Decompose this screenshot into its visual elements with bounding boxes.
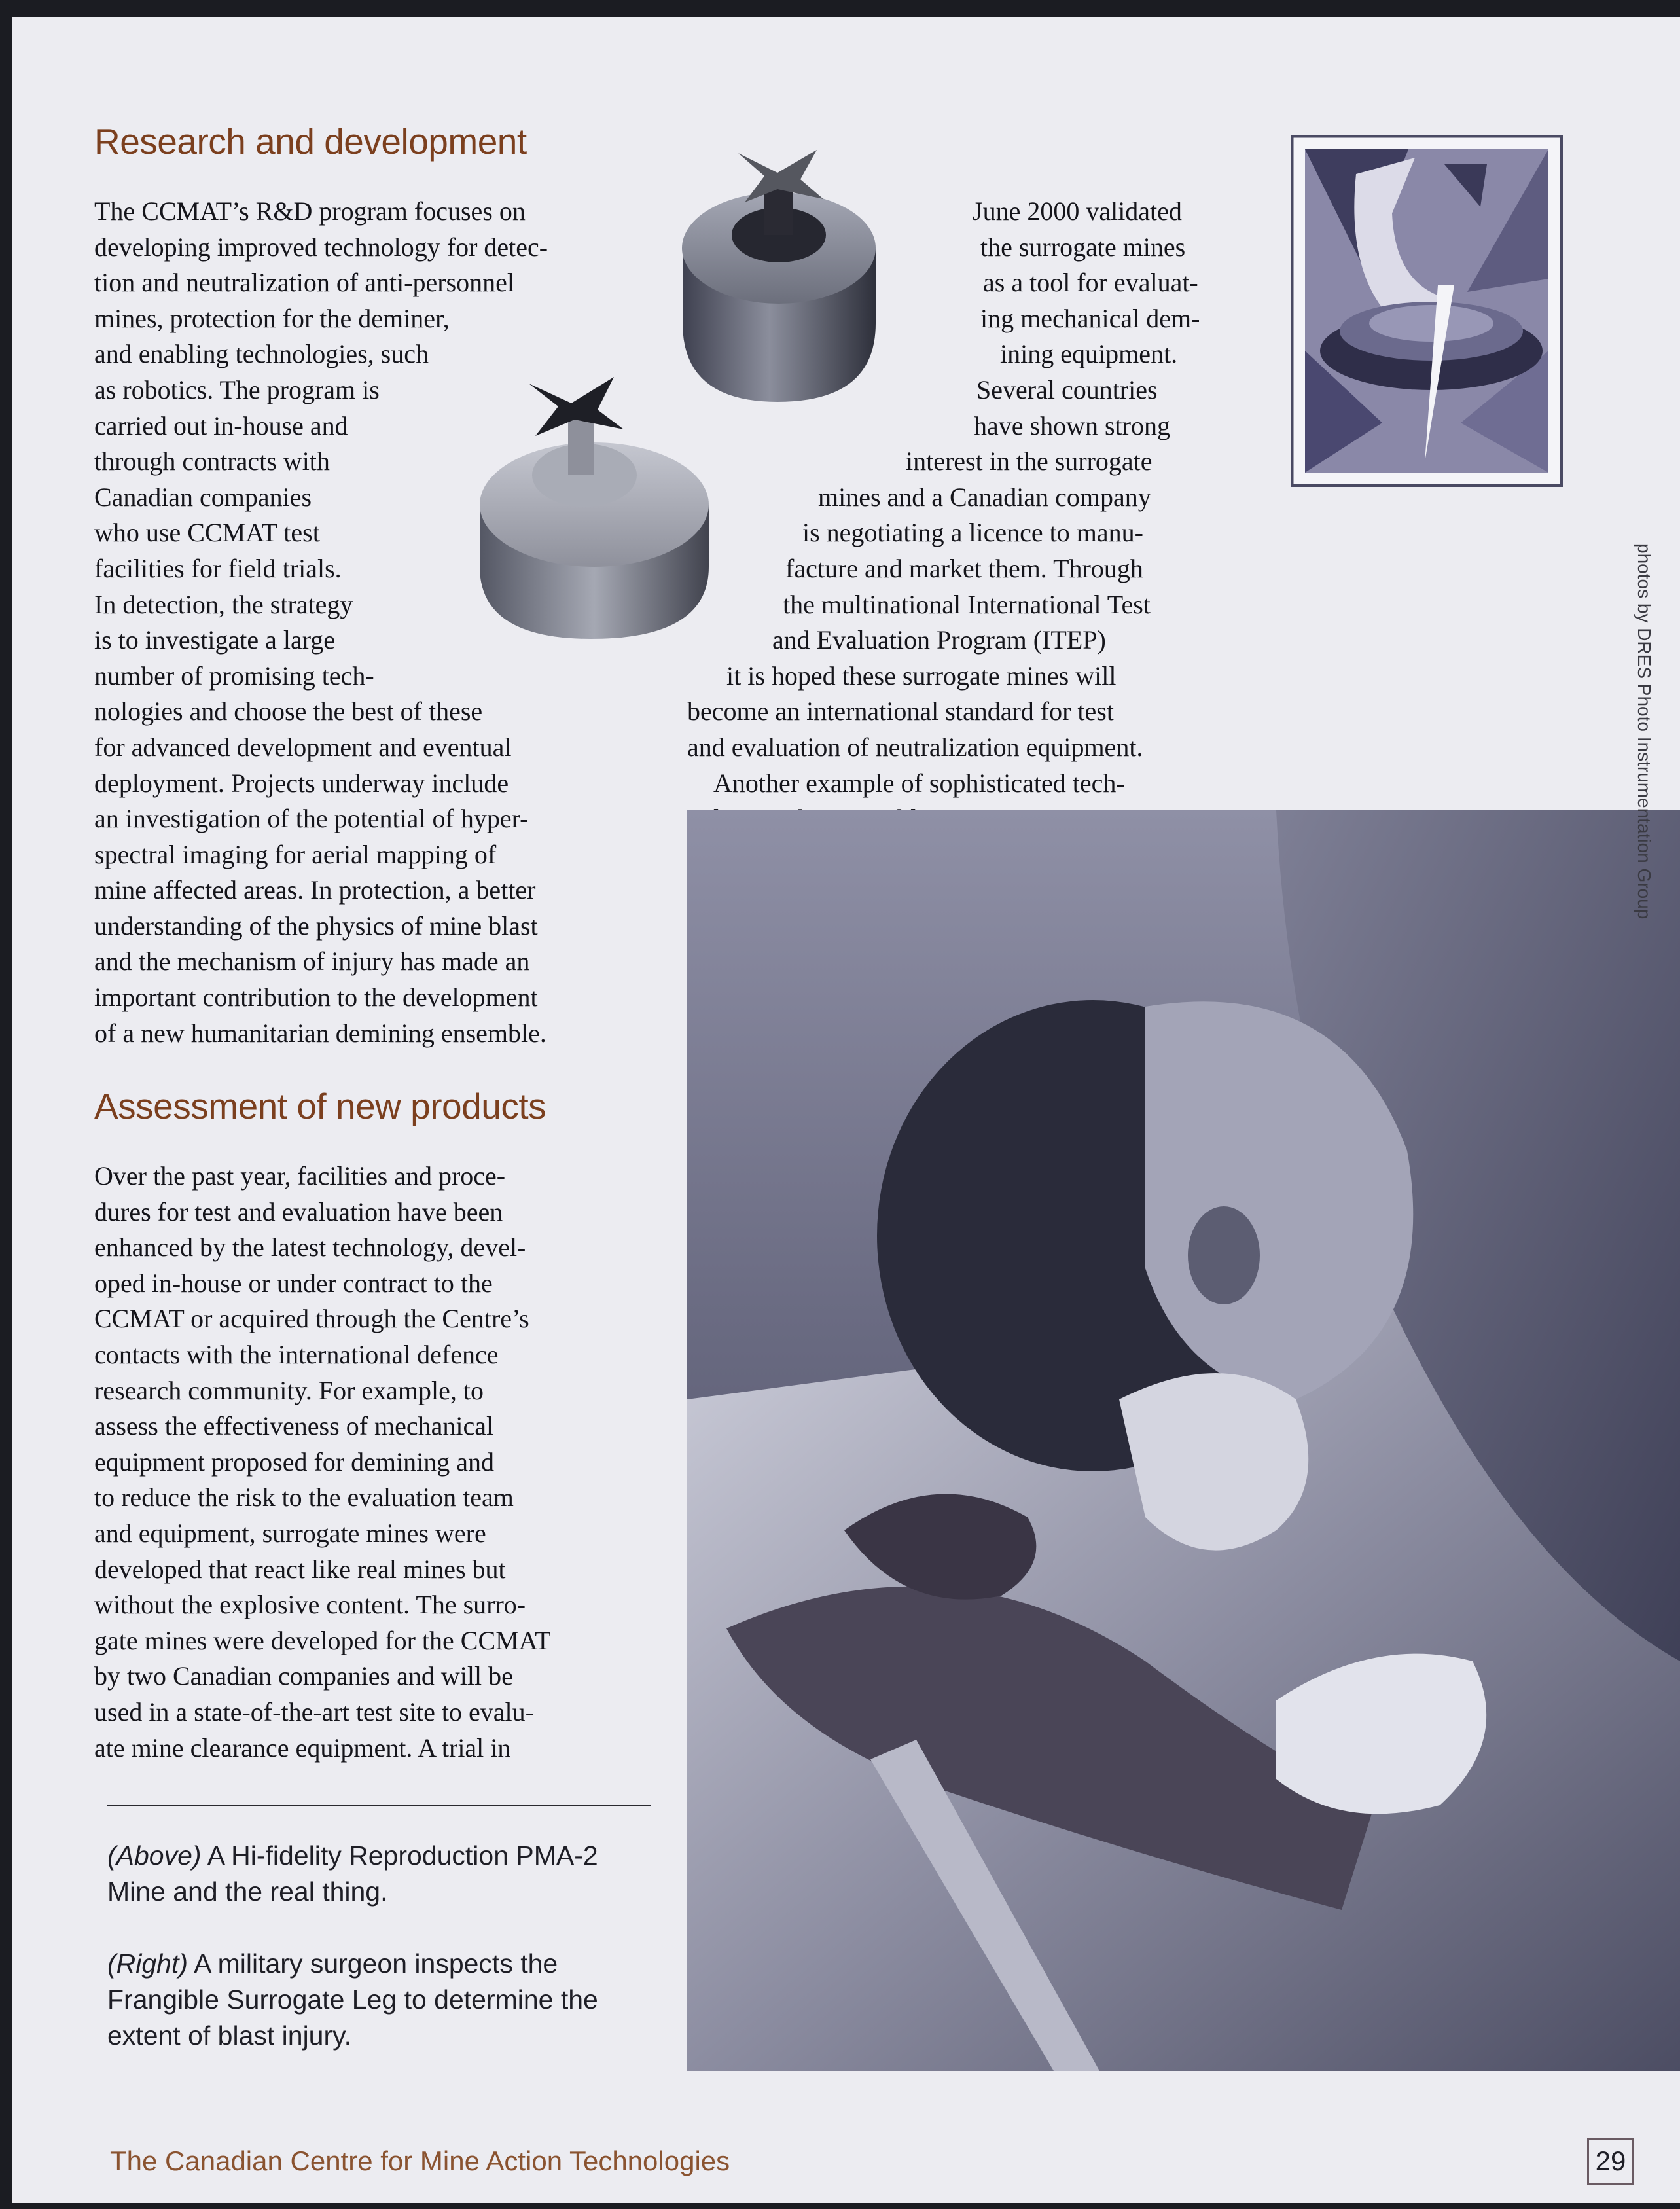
text-line: have shown strong xyxy=(974,410,1170,440)
assessment-body-text xyxy=(94,1158,551,1766)
text-line: equipment proposed for demining and xyxy=(94,1446,494,1477)
text-line: assess the effectiveness of mechanical xyxy=(94,1411,494,1441)
caption-lead: (Above) xyxy=(107,1841,202,1871)
surgeon-inspecting-surrogate-leg-photo xyxy=(687,810,1680,2071)
text-line: important contribution to the development xyxy=(94,982,538,1013)
text-line: Over the past year, facilities and proce- xyxy=(94,1161,506,1191)
text-line: tion and neutralization of anti-personnel xyxy=(94,268,515,298)
text-line: the multinational International Test xyxy=(783,589,1151,619)
text-line: as a tool for evaluat- xyxy=(983,268,1198,298)
text-line: developed that react like real mines but xyxy=(94,1554,506,1584)
caption-above xyxy=(107,1838,651,1910)
text-line: without the explosive content. The surro- xyxy=(94,1590,526,1620)
text-line: for advanced development and eventual xyxy=(94,732,512,762)
text-line: and the mechanism of injury has made an xyxy=(94,946,530,977)
page-number: 29 xyxy=(1587,2138,1634,2185)
text-line: In detection, the strategy xyxy=(94,589,353,619)
text-line: and Evaluation Program (ITEP) xyxy=(772,625,1106,655)
text-line: is negotiating a licence to manu- xyxy=(802,518,1143,548)
text-line: spectral imaging for aerial mapping of xyxy=(94,839,497,869)
text-line: contacts with the international defence xyxy=(94,1339,499,1369)
real-pma2-mine-photo xyxy=(463,357,738,645)
text-line: enhanced by the latest technology, devel- xyxy=(94,1232,526,1263)
text-line: it is hoped these surrogate mines will xyxy=(726,660,1117,691)
text-line: Several countries xyxy=(976,374,1158,404)
text-line: mines, protection for the deminer, xyxy=(94,303,450,333)
caption-lead: (Right) xyxy=(107,1949,188,1979)
text-line: deployment. Projects underway include xyxy=(94,768,509,798)
text-line: ate mine clearance equipment. A trial in xyxy=(94,1733,511,1763)
text-line: research community. For example, to xyxy=(94,1375,484,1405)
text-line: and equipment, surrogate mines were xyxy=(94,1518,486,1548)
text-line: number of promising tech- xyxy=(94,660,374,691)
text-line: through contracts with xyxy=(94,446,330,476)
text-line: understanding of the physics of mine blast xyxy=(94,910,538,941)
text-line: Another example of sophisticated tech- xyxy=(713,768,1125,798)
text-line: facture and market them. Through xyxy=(785,553,1143,583)
text-line: and enabling technologies, such xyxy=(94,339,429,369)
text-line: ining equipment. xyxy=(1000,339,1178,369)
text-line: and evaluation of neutralization equipment. xyxy=(687,732,1143,762)
text-line: used in a state-of-the-art test site to evalu- xyxy=(94,1697,534,1727)
text-line: mine affected areas. In protection, a better xyxy=(94,875,536,905)
caption-text: A Hi-fidelity Reproduction PMA-2 Mine and the real thing. xyxy=(107,1841,598,1907)
text-line: nologies and choose the best of these xyxy=(94,696,483,727)
text-line: gate mines were developed for the CCMAT xyxy=(94,1625,551,1655)
text-line: who use CCMAT test xyxy=(94,518,320,548)
caption-right xyxy=(107,1946,651,2054)
text-line: to reduce the risk to the evaluation team xyxy=(94,1482,514,1513)
text-line: Canadian companies xyxy=(94,482,312,512)
text-line: facilities for field trials. xyxy=(94,553,342,583)
text-line: June 2000 validated xyxy=(973,196,1182,226)
photo-credit: photos by DRES Photo Instrumentation Group xyxy=(1634,543,1654,920)
text-line: interest in the surrogate xyxy=(906,446,1153,476)
text-line: an investigation of the potential of hyper- xyxy=(94,804,529,834)
text-line: mines and a Canadian company xyxy=(818,482,1151,512)
text-line: developing improved technology for detec- xyxy=(94,232,548,262)
text-line: by two Canadian companies and will be xyxy=(94,1661,513,1691)
text-line: carried out in-house and xyxy=(94,410,348,440)
text-line: of a new humanitarian demining ensemble. xyxy=(94,1018,546,1048)
text-line: dures for test and evaluation have been xyxy=(94,1196,503,1227)
section-heading-assessment: Assessment of new products xyxy=(94,1086,546,1126)
document-page xyxy=(12,17,1680,2203)
text-line: CCMAT or acquired through the Centre’s xyxy=(94,1304,529,1334)
caption-divider xyxy=(107,1805,651,1806)
text-line: as robotics. The program is xyxy=(94,374,380,404)
text-line: oped in-house or under contract to the xyxy=(94,1268,493,1298)
text-line: the surrogate mines xyxy=(980,232,1186,262)
text-line: The CCMAT’s R&D program focuses on xyxy=(94,196,526,226)
text-line: ing mechanical dem- xyxy=(980,303,1200,333)
footer-title: The Canadian Centre for Mine Action Technologies xyxy=(110,2146,730,2176)
ccmat-logo-emblem xyxy=(1291,135,1563,487)
text-line: become an international standard for test xyxy=(687,696,1114,727)
caption-text: A military surgeon inspects the Frangible Surrogate Leg to determine the extent of blast injury. xyxy=(107,1949,598,2051)
text-line: is to investigate a large xyxy=(94,625,336,655)
section-heading-research: Research and development xyxy=(94,121,527,162)
